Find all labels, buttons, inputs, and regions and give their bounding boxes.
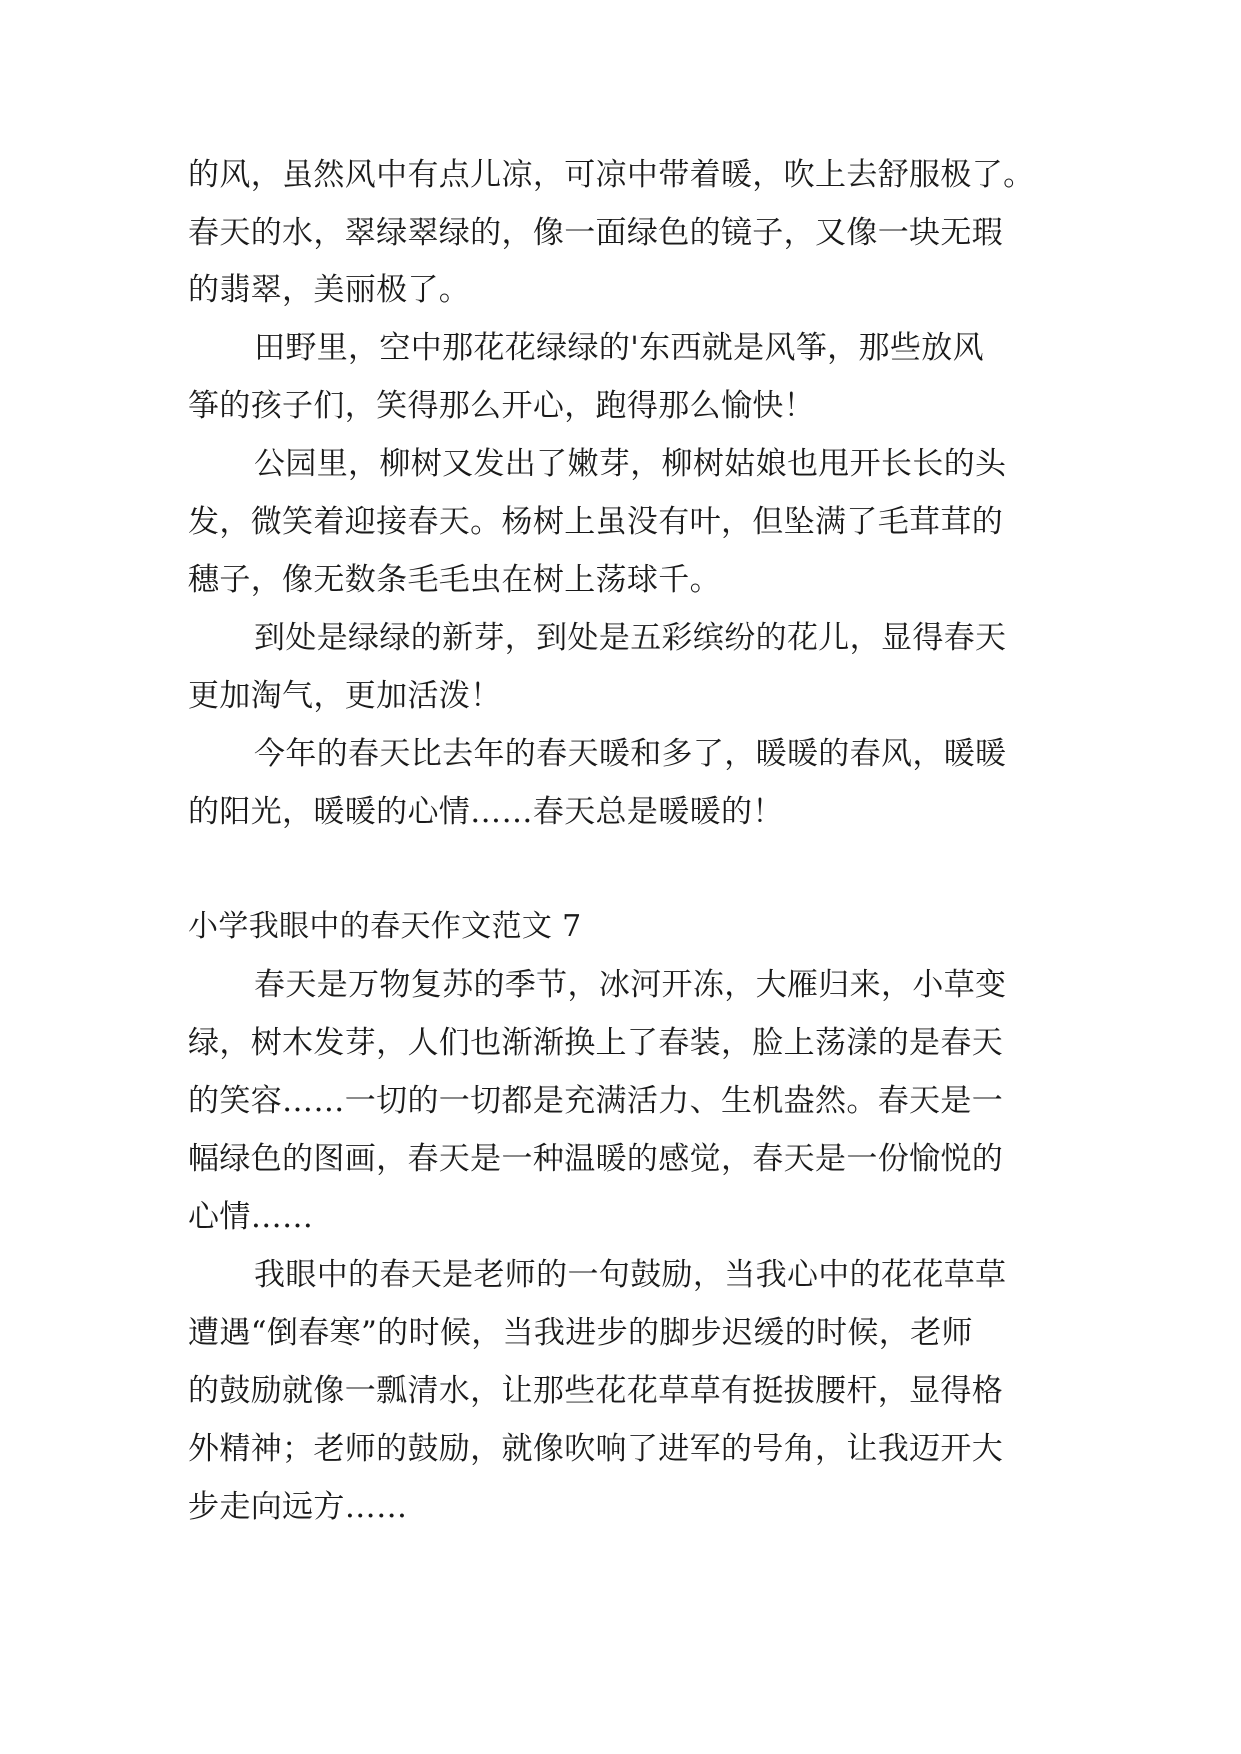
text-line: 发，微笑着迎接春天。杨树上虽没有叶，但坠满了毛茸茸的 <box>188 504 1004 540</box>
paragraph-first-line: 我眼中的春天是老师的一句鼓励，当我心中的花花草草 <box>254 1257 1007 1293</box>
section-heading: 小学我眼中的春天作文范文 7 <box>188 909 582 944</box>
text-line: 筝的孩子们，笑得那么开心，跑得那么愉快！ <box>188 388 815 424</box>
text-line: 更加淘气，更加活泼！ <box>188 678 502 714</box>
text-line: 步走向远方…… <box>188 1489 408 1525</box>
paragraph-first-line: 公园里，柳树又发出了嫩芽，柳树姑娘也甩开长长的头 <box>254 446 1007 482</box>
text-line: 外精神；老师的鼓励，就像吹响了进军的号角，让我迈开大 <box>188 1431 1004 1467</box>
paragraph-first-line: 到处是绿绿的新芽，到处是五彩缤纷的花儿，显得春天 <box>254 620 1007 656</box>
text-line: 的阳光，暖暖的心情……春天总是暖暖的！ <box>188 794 784 830</box>
text-line: 穗子，像无数条毛毛虫在树上荡球千。 <box>188 562 721 598</box>
text-line: 心情…… <box>188 1199 314 1235</box>
text-line: 春天的水，翠绿翠绿的，像一面绿色的镜子，又像一块无瑕 <box>188 215 1004 251</box>
paragraph-first-line: 田野里，空中那花花绿绿的'东西就是风筝，那些放风 <box>254 330 984 366</box>
text-line: 遭遇“倒春寒”的时候，当我进步的脚步迟缓的时候，老师 <box>188 1315 973 1351</box>
text-line: 的笑容……一切的一切都是充满活力、生机盎然。春天是一 <box>188 1083 1004 1119</box>
text-line: 的鼓励就像一瓢清水，让那些花花草草有挺拔腰杆，显得格 <box>188 1373 1004 1409</box>
paragraph-first-line: 今年的春天比去年的春天暖和多了，暖暖的春风，暖暖 <box>254 736 1007 772</box>
text-line: 绿，树木发芽，人们也渐渐换上了春装，脸上荡漾的是春天 <box>188 1025 1004 1061</box>
paragraph-first-line: 春天是万物复苏的季节，冰河开冻，大雁归来，小草变 <box>254 967 1007 1003</box>
text-line: 幅绿色的图画，春天是一种温暖的感觉，春天是一份愉悦的 <box>188 1141 1004 1177</box>
text-line: 的翡翠，美丽极了。 <box>188 272 471 308</box>
text-line: 的风，虽然风中有点儿凉，可凉中带着暖，吹上去舒服极了。 <box>188 157 1035 193</box>
